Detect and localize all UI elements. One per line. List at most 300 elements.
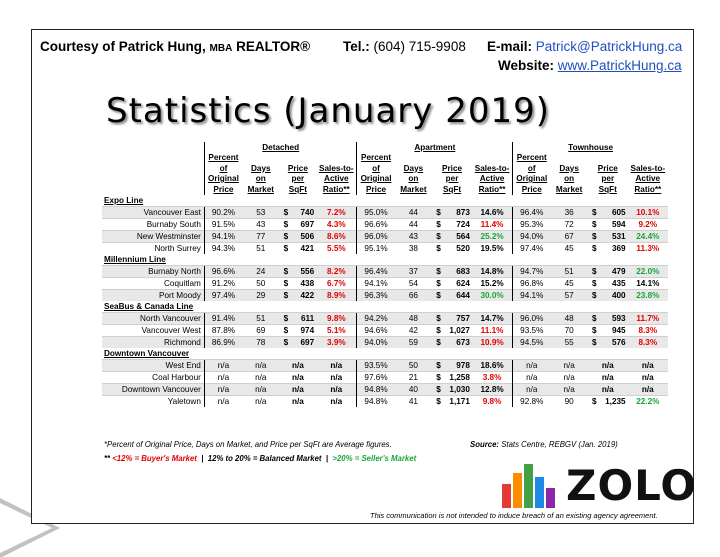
- price-per-sqft-cell: [432, 313, 472, 325]
- price-value: 873: [456, 208, 470, 217]
- price-per-sqft-cell: [280, 337, 317, 349]
- tel-value: (604) 715-9908: [373, 39, 466, 54]
- days-on-market-cell: n/a: [550, 372, 588, 384]
- days-on-market-cell: 40: [395, 384, 433, 396]
- price-value: 479: [611, 267, 626, 276]
- source-value: Stats Centre, REBGV (Jan. 2019): [501, 440, 618, 449]
- table-row: [102, 231, 668, 243]
- sales-to-active-ratio-cell: 10.1%: [628, 207, 668, 219]
- days-on-market-cell: 77: [242, 231, 280, 243]
- percent-original-price-cell: 94.0%: [357, 337, 395, 349]
- dollar-sign: $: [283, 338, 289, 347]
- column-header-line: Ratio**: [634, 184, 662, 194]
- column-header-line: Sales-to-: [630, 163, 666, 173]
- courtesy-line: [40, 39, 310, 54]
- price-per-sqft-cell: [432, 207, 472, 219]
- sales-to-active-ratio-cell: 8.3%: [628, 325, 668, 337]
- table-row: [102, 325, 668, 337]
- price-per-sqft-cell: [588, 243, 628, 255]
- percent-original-price-cell: 94.1%: [204, 231, 242, 243]
- days-on-market-cell: 21: [395, 372, 433, 384]
- percent-original-price-cell: 93.5%: [513, 325, 551, 337]
- price-per-sqft-cell: n/a: [588, 360, 628, 372]
- percent-original-price-cell: 94.7%: [513, 266, 551, 278]
- area-name: Downtown Vancouver: [102, 384, 204, 396]
- column-header-line: Ratio**: [478, 184, 506, 194]
- price-value: 740: [300, 208, 315, 217]
- column-header-line: Original: [207, 174, 239, 183]
- courtesy-text: Courtesy of Patrick Hung,: [40, 39, 206, 54]
- days-on-market-cell: 50: [395, 360, 433, 372]
- sales-to-active-ratio-cell: 14.8%: [472, 266, 513, 278]
- table-row: [102, 396, 668, 408]
- sales-to-active-ratio-cell: 8.3%: [628, 337, 668, 349]
- legend-sep-1: |: [201, 454, 204, 463]
- price-value: 438: [300, 279, 315, 288]
- column-header: [550, 153, 588, 195]
- sales-to-active-ratio-cell: 8.6%: [316, 231, 357, 243]
- column-header: [472, 153, 513, 195]
- dollar-sign: $: [283, 220, 289, 229]
- area-name: Yaletown: [102, 396, 204, 408]
- sales-to-active-ratio-cell: 11.4%: [472, 219, 513, 231]
- price-per-sqft-cell: [588, 278, 628, 290]
- section-row: [102, 348, 668, 360]
- percent-original-price-cell: 90.2%: [204, 207, 242, 219]
- percent-original-price-cell: 86.9%: [204, 337, 242, 349]
- price-per-sqft-cell: [432, 290, 472, 302]
- area-name: Vancouver West: [102, 325, 204, 337]
- source-note: [470, 440, 618, 449]
- price-value: 506: [300, 232, 315, 241]
- source-label: Source:: [470, 440, 500, 449]
- table-row: [102, 207, 668, 219]
- dollar-sign: $: [436, 267, 441, 276]
- price-per-sqft-cell: [280, 243, 317, 255]
- days-on-market-cell: 51: [242, 243, 280, 255]
- price-value: 757: [456, 314, 470, 323]
- sales-to-active-ratio-cell: 9.2%: [628, 219, 668, 231]
- table-row: [102, 313, 668, 325]
- days-on-market-cell: 67: [550, 231, 588, 243]
- sales-to-active-ratio-cell: 15.2%: [472, 278, 513, 290]
- dollar-sign: $: [591, 314, 597, 323]
- price-value: 1,171: [449, 397, 470, 406]
- days-on-market-cell: 48: [550, 313, 588, 325]
- days-on-market-cell: 53: [242, 207, 280, 219]
- dollar-sign: $: [436, 291, 441, 300]
- sales-to-active-ratio-cell: 14.7%: [472, 313, 513, 325]
- table-row: [102, 360, 668, 372]
- page-title: Statistics (January 2019): [106, 91, 550, 131]
- column-header: [242, 153, 280, 195]
- percent-original-price-cell: n/a: [204, 372, 242, 384]
- percent-original-price-cell: 91.5%: [204, 219, 242, 231]
- group-apartment: Apartment: [414, 143, 456, 152]
- price-value: 422: [300, 291, 315, 300]
- price-per-sqft-cell: [432, 337, 472, 349]
- sales-to-active-ratio-cell: 4.3%: [316, 219, 357, 231]
- price-per-sqft-cell: [588, 207, 628, 219]
- area-name: North Vancouver: [102, 313, 204, 325]
- row-label-header: [102, 153, 204, 195]
- days-on-market-cell: 43: [395, 231, 433, 243]
- area-name: Vancouver East: [102, 207, 204, 219]
- price-value: 644: [456, 291, 470, 300]
- column-header-line: Market: [555, 184, 583, 194]
- price-per-sqft-cell: [432, 396, 472, 408]
- price-per-sqft-cell: [588, 219, 628, 231]
- statistics-table: [102, 142, 668, 407]
- price-value: 531: [611, 232, 626, 241]
- logo-bar: [524, 464, 533, 508]
- sales-to-active-ratio-cell: 24.4%: [628, 231, 668, 243]
- dollar-sign: $: [436, 338, 441, 347]
- group-header-row: [102, 142, 668, 153]
- dollar-sign: $: [283, 279, 289, 288]
- table-row: [102, 219, 668, 231]
- column-header-line: Active: [479, 174, 505, 183]
- price-value: 1,030: [449, 385, 470, 394]
- column-header-line: Days: [251, 163, 271, 173]
- percent-original-price-cell: 94.1%: [513, 290, 551, 302]
- dollar-sign: $: [436, 208, 441, 217]
- dollar-sign: $: [283, 291, 289, 300]
- price-value: 1,027: [449, 326, 470, 335]
- price-value: 576: [611, 338, 626, 347]
- column-header-line: SqFt: [288, 184, 307, 194]
- column-header-line: on: [408, 174, 419, 183]
- table-row: [102, 384, 668, 396]
- email-link[interactable]: Patrick@PatrickHung.ca: [535, 39, 683, 54]
- table-row: [102, 243, 668, 255]
- sales-to-active-ratio-cell: n/a: [316, 372, 357, 384]
- sales-to-active-ratio-cell: n/a: [316, 360, 357, 372]
- dollar-sign: $: [436, 397, 441, 406]
- dollar-sign: $: [436, 232, 441, 241]
- price-per-sqft-cell: [588, 337, 628, 349]
- dollar-sign: $: [283, 232, 289, 241]
- website-link[interactable]: www.PatrickHung.ca: [557, 58, 682, 73]
- legend-sellers: >20% = Seller's Market: [332, 454, 417, 463]
- dollar-sign: $: [283, 314, 289, 323]
- price-value: 369: [611, 244, 626, 253]
- sales-to-active-ratio-cell: 30.0%: [472, 290, 513, 302]
- days-on-market-cell: 45: [550, 278, 588, 290]
- dollar-sign: $: [436, 385, 441, 394]
- dollar-sign: $: [591, 232, 597, 241]
- price-per-sqft-cell: [280, 278, 317, 290]
- group-detached: Detached: [262, 143, 300, 152]
- price-per-sqft-cell: [432, 384, 472, 396]
- price-value: 611: [300, 314, 315, 323]
- zolo-logo: [502, 461, 698, 510]
- sales-to-active-ratio-cell: 18.6%: [472, 360, 513, 372]
- dollar-sign: $: [591, 397, 597, 406]
- column-header: [513, 153, 551, 195]
- dollar-sign: $: [591, 338, 597, 347]
- dollar-sign: $: [591, 208, 597, 217]
- table-row: [102, 372, 668, 384]
- price-value: 594: [611, 220, 626, 229]
- column-header-line: Days: [403, 163, 424, 173]
- column-header-line: Original: [516, 174, 548, 183]
- percent-original-price-cell: 94.6%: [357, 325, 395, 337]
- telephone: [343, 39, 466, 54]
- days-on-market-cell: 66: [395, 290, 433, 302]
- price-per-sqft-cell: [280, 266, 317, 278]
- percent-original-price-cell: 94.3%: [204, 243, 242, 255]
- days-on-market-cell: 45: [550, 243, 588, 255]
- column-header-line: Active: [635, 174, 661, 183]
- percent-original-price-cell: n/a: [513, 384, 551, 396]
- sales-to-active-ratio-cell: 12.8%: [472, 384, 513, 396]
- percent-original-price-cell: 96.0%: [357, 231, 395, 243]
- sales-to-active-ratio-cell: 11.3%: [628, 243, 668, 255]
- dollar-sign: $: [591, 279, 597, 288]
- sales-to-active-ratio-cell: 6.7%: [316, 278, 357, 290]
- column-header: [628, 153, 668, 195]
- column-header-line: on: [564, 174, 575, 183]
- footnote-average: *Percent of Original Price, Days on Market, and Price per SqFt are Average figures.: [104, 440, 392, 449]
- days-on-market-cell: 43: [242, 219, 280, 231]
- percent-original-price-cell: 93.5%: [357, 360, 395, 372]
- column-header-line: Price: [287, 163, 308, 173]
- column-header: [432, 153, 472, 195]
- price-value: 1,235: [605, 397, 626, 406]
- tel-label: Tel.:: [343, 39, 370, 54]
- days-on-market-cell: 57: [550, 290, 588, 302]
- price-per-sqft-cell: [432, 360, 472, 372]
- percent-original-price-cell: n/a: [513, 372, 551, 384]
- sales-to-active-ratio-cell: 11.1%: [472, 325, 513, 337]
- column-header-line: Market: [247, 184, 274, 194]
- days-on-market-cell: n/a: [550, 360, 588, 372]
- email-label: E-mail:: [487, 39, 533, 54]
- sales-to-active-ratio-cell: 5.5%: [316, 243, 357, 255]
- price-per-sqft-cell: [588, 325, 628, 337]
- percent-original-price-cell: n/a: [204, 360, 242, 372]
- column-header-row: [102, 153, 668, 195]
- days-on-market-cell: 59: [395, 337, 433, 349]
- sales-to-active-ratio-cell: n/a: [628, 372, 668, 384]
- percent-original-price-cell: 95.3%: [513, 219, 551, 231]
- column-header: [357, 153, 395, 195]
- sales-to-active-ratio-cell: 3.9%: [316, 337, 357, 349]
- price-per-sqft-cell: [432, 278, 472, 290]
- days-on-market-cell: n/a: [242, 360, 280, 372]
- area-name: Coal Harbour: [102, 372, 204, 384]
- column-header-line: Price: [597, 163, 618, 173]
- percent-original-price-cell: 97.4%: [513, 243, 551, 255]
- percent-original-price-cell: 96.0%: [513, 313, 551, 325]
- column-header-line: Sales-to-: [474, 163, 510, 173]
- column-header-line: Price: [442, 163, 463, 173]
- column-header: [280, 153, 317, 195]
- price-per-sqft-cell: [280, 219, 317, 231]
- column-header-line: Percent: [208, 153, 239, 162]
- section-title: Downtown Vancouver: [104, 349, 190, 358]
- percent-original-price-cell: 87.8%: [204, 325, 242, 337]
- percent-original-price-cell: 96.4%: [513, 207, 551, 219]
- percent-original-price-cell: n/a: [204, 384, 242, 396]
- column-header: [204, 153, 242, 195]
- website-label: Website:: [498, 58, 555, 73]
- sales-to-active-ratio-cell: 22.2%: [628, 396, 668, 408]
- price-value: 978: [456, 361, 470, 370]
- days-on-market-cell: 37: [395, 266, 433, 278]
- column-header-line: per: [445, 174, 459, 183]
- percent-original-price-cell: 94.8%: [357, 384, 395, 396]
- column-header: [395, 153, 433, 195]
- price-value: 974: [300, 326, 315, 335]
- days-on-market-cell: 36: [550, 207, 588, 219]
- section-title: Expo Line: [104, 196, 144, 205]
- sales-to-active-ratio-cell: 14.6%: [472, 207, 513, 219]
- days-on-market-cell: n/a: [242, 396, 280, 408]
- days-on-market-cell: 42: [395, 325, 433, 337]
- column-header-line: Original: [360, 174, 392, 183]
- days-on-market-cell: 48: [395, 313, 433, 325]
- days-on-market-cell: 54: [395, 278, 433, 290]
- column-header-line: Days: [559, 163, 579, 173]
- dollar-sign: $: [436, 361, 441, 370]
- dollar-sign: $: [591, 291, 597, 300]
- sales-to-active-ratio-cell: 23.8%: [628, 290, 668, 302]
- price-per-sqft-cell: n/a: [280, 360, 317, 372]
- section-row: [102, 195, 668, 207]
- email: [487, 39, 682, 54]
- price-value: 421: [300, 244, 315, 253]
- area-name: West End: [102, 360, 204, 372]
- days-on-market-cell: 72: [550, 219, 588, 231]
- price-value: 673: [456, 338, 470, 347]
- legend-balanced: 12% to 20% = Balanced Market: [207, 454, 322, 463]
- percent-original-price-cell: 96.6%: [357, 219, 395, 231]
- sales-to-active-ratio-cell: 25.2%: [472, 231, 513, 243]
- percent-original-price-cell: 91.2%: [204, 278, 242, 290]
- dollar-sign: $: [436, 279, 441, 288]
- market-legend: [104, 454, 416, 463]
- days-on-market-cell: 38: [395, 243, 433, 255]
- sales-to-active-ratio-cell: 19.5%: [472, 243, 513, 255]
- price-per-sqft-cell: [588, 231, 628, 243]
- percent-original-price-cell: n/a: [204, 396, 242, 408]
- percent-original-price-cell: 97.6%: [357, 372, 395, 384]
- column-header-line: Active: [324, 174, 349, 183]
- sales-to-active-ratio-cell: n/a: [628, 384, 668, 396]
- column-header: [588, 153, 628, 195]
- table-row: [102, 266, 668, 278]
- dollar-sign: $: [283, 326, 289, 335]
- column-header-line: on: [255, 174, 266, 183]
- logo-bar: [513, 473, 522, 508]
- sales-to-active-ratio-cell: n/a: [316, 396, 357, 408]
- price-per-sqft-cell: [432, 243, 472, 255]
- days-on-market-cell: 69: [242, 325, 280, 337]
- price-value: 697: [300, 338, 315, 347]
- percent-original-price-cell: 92.8%: [513, 396, 551, 408]
- legend-buyers: <12% = Buyer's Market: [112, 454, 197, 463]
- days-on-market-cell: 51: [242, 313, 280, 325]
- price-value: 945: [611, 326, 626, 335]
- column-header-line: SqFt: [598, 184, 617, 194]
- percent-original-price-cell: 94.0%: [513, 231, 551, 243]
- price-per-sqft-cell: [588, 290, 628, 302]
- percent-original-price-cell: n/a: [513, 360, 551, 372]
- website: [498, 58, 682, 73]
- dollar-sign: $: [591, 244, 597, 253]
- price-per-sqft-cell: [588, 313, 628, 325]
- days-on-market-cell: 44: [395, 207, 433, 219]
- price-per-sqft-cell: [432, 266, 472, 278]
- days-on-market-cell: 51: [550, 266, 588, 278]
- section-row: [102, 254, 668, 266]
- column-header-line: Price: [521, 184, 542, 194]
- dollar-sign: $: [591, 267, 597, 276]
- column-header-line: of: [372, 163, 380, 173]
- days-on-market-cell: 90: [550, 396, 588, 408]
- percent-original-price-cell: 97.4%: [204, 290, 242, 302]
- sales-to-active-ratio-cell: 8.2%: [316, 266, 357, 278]
- days-on-market-cell: 41: [395, 396, 433, 408]
- percent-original-price-cell: 94.5%: [513, 337, 551, 349]
- sales-to-active-ratio-cell: 9.8%: [472, 396, 513, 408]
- percent-original-price-cell: 96.4%: [357, 266, 395, 278]
- area-name: Richmond: [102, 337, 204, 349]
- column-header-line: per: [601, 174, 615, 183]
- price-per-sqft-cell: [280, 231, 317, 243]
- percent-original-price-cell: 95.1%: [357, 243, 395, 255]
- dollar-sign: $: [436, 220, 441, 229]
- dollar-sign: $: [436, 314, 441, 323]
- days-on-market-cell: n/a: [242, 384, 280, 396]
- price-value: 593: [611, 314, 626, 323]
- price-value: 697: [300, 220, 315, 229]
- sales-to-active-ratio-cell: 5.1%: [316, 325, 357, 337]
- zolo-logo-bars: [502, 464, 560, 508]
- realtor-text: REALTOR®: [236, 39, 311, 54]
- days-on-market-cell: 29: [242, 290, 280, 302]
- price-per-sqft-cell: [280, 313, 317, 325]
- column-header-line: Sales-to-: [319, 163, 354, 173]
- sales-to-active-ratio-cell: 14.1%: [628, 278, 668, 290]
- legend-sep-2: |: [325, 454, 329, 463]
- price-value: 724: [456, 220, 470, 229]
- column-header-line: per: [291, 174, 305, 183]
- dollar-sign: $: [283, 244, 289, 253]
- price-value: 624: [456, 279, 470, 288]
- sales-to-active-ratio-cell: 9.8%: [316, 313, 357, 325]
- percent-original-price-cell: 94.1%: [357, 278, 395, 290]
- column-header-line: of: [219, 163, 228, 173]
- column-header: [316, 153, 357, 195]
- table-row: [102, 337, 668, 349]
- dollar-sign: $: [436, 373, 441, 382]
- price-per-sqft-cell: n/a: [588, 384, 628, 396]
- percent-original-price-cell: 96.8%: [513, 278, 551, 290]
- section-row: [102, 301, 668, 313]
- sales-to-active-ratio-cell: 22.0%: [628, 266, 668, 278]
- logo-bar: [502, 484, 511, 508]
- price-per-sqft-cell: [432, 372, 472, 384]
- percent-original-price-cell: 95.0%: [357, 207, 395, 219]
- credential: MBA: [209, 43, 233, 54]
- slide-frame: [31, 29, 698, 524]
- price-per-sqft-cell: [280, 325, 317, 337]
- price-per-sqft-cell: [588, 396, 628, 408]
- logo-bar: [546, 488, 555, 508]
